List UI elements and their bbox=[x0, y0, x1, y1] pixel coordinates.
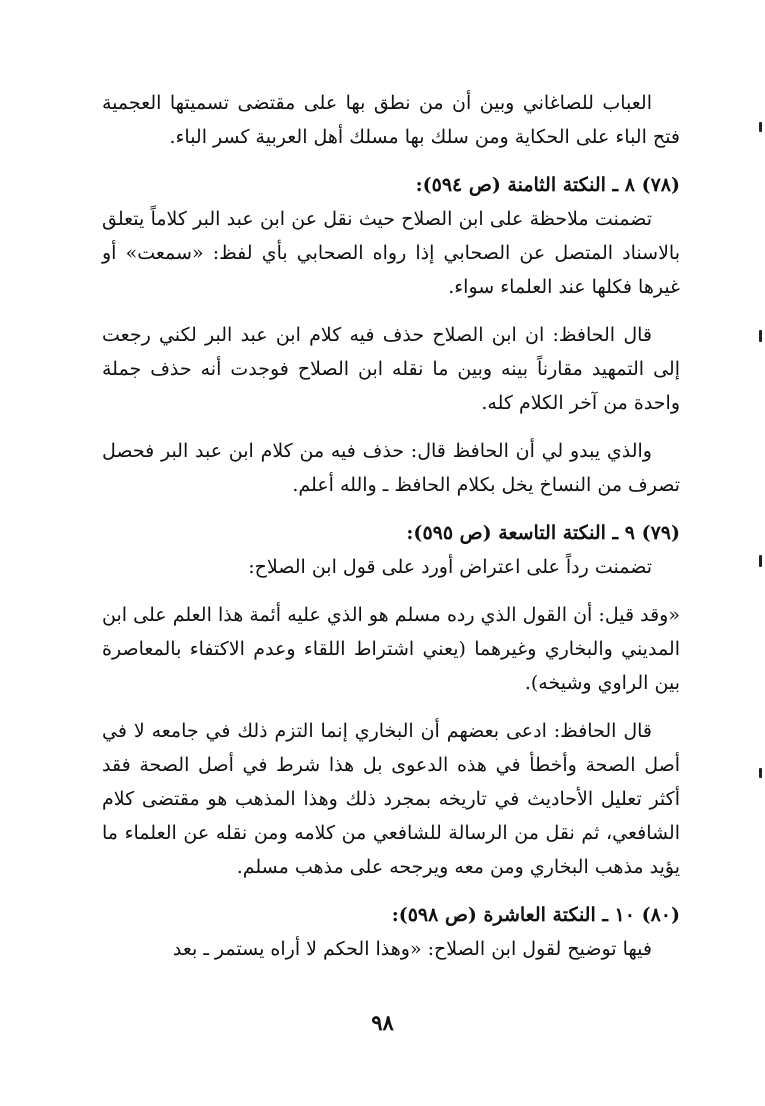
section-heading-79: (٧٩) ٩ ـ النكتة التاسعة (ص ٥٩٥): bbox=[406, 522, 680, 544]
page-number: ٩٨ bbox=[371, 1010, 394, 1035]
paragraph-80-intro: فيها توضيح لقول ابن الصلاح: «وهذا الحكم لا أراه يستمر ـ بعد bbox=[172, 938, 652, 960]
binding-mark bbox=[759, 330, 762, 342]
text-body bbox=[102, 86, 680, 966]
paragraph-79-hafiz: قال الحافظ: ادعى بعضهم أن البخاري إنما التزم ذلك في جامعه لا في أصل الصحة وأخطأ في هذه الدعوى بل هذا شرط في أصل الصحة فقد أكثر تعليل الأحاديث في تاريخه بمجرد ذلك وهذا المذهب هو مقتضى كلام الشافعي، ثم نقل من الرسالة للشافعي من كلامه ومن نقله عن العلماء ما يؤيد مذهب البخاري ومن معه ويرجحه على مذهب مسلم. bbox=[102, 720, 680, 878]
binding-mark bbox=[759, 768, 762, 778]
paragraph-79-quote: «وقد قيل: أن القول الذي رده مسلم هو الذي عليه أئمة هذا العلم على ابن المديني والبخاري وغيرهما (يعني اشتراط اللقاء وعدم الاكتفاء بالمعاصرة بين الراوي وشيخه). bbox=[102, 604, 680, 694]
binding-mark bbox=[759, 122, 762, 132]
section-heading-78: (٧٨) ٨ ـ النكتة الثامنة (ص ٥٩٤): bbox=[415, 174, 680, 196]
paragraph-78-hafiz: قال الحافظ: ان ابن الصلاح حذف فيه كلام ابن عبد البر لكني رجعت إلى التمهيد مقارناً بينه وبين ما نقله ابن الصلاح فوجدت أنه حذف جملة واحدة من آخر الكلام كله. bbox=[102, 324, 680, 414]
paragraph-78-intro: تضمنت ملاحظة على ابن الصلاح حيث نقل عن ابن عبد البر كلاماً يتعلق بالاسناد المتصل عن الصحابي إذا رواه الصحابي بأي لفظ: «سمعت» أو غيرها فكلها عند العلماء سواء. bbox=[102, 208, 680, 298]
paragraph-79-intro: تضمنت رداً على اعتراض أورد على قول ابن الصلاح: bbox=[248, 556, 652, 578]
section-heading-80: (٨٠) ١٠ ـ النكتة العاشرة (ص ٥٩٨): bbox=[391, 904, 680, 926]
binding-mark bbox=[759, 555, 762, 567]
paragraph-continuation: العباب للصاغاني وبين أن من نطق بها على مقتضى تسميتها العجمية فتح الباء على الحكاية ومن سلك بها مسلك أهل العربية كسر الباء. bbox=[102, 92, 680, 148]
paragraph-78-comment: والذي يبدو لي أن الحافظ قال: حذف فيه من كلام ابن عبد البر فحصل تصرف من النساخ يخل بكلام الحافظ ـ والله أعلم. bbox=[102, 440, 680, 496]
